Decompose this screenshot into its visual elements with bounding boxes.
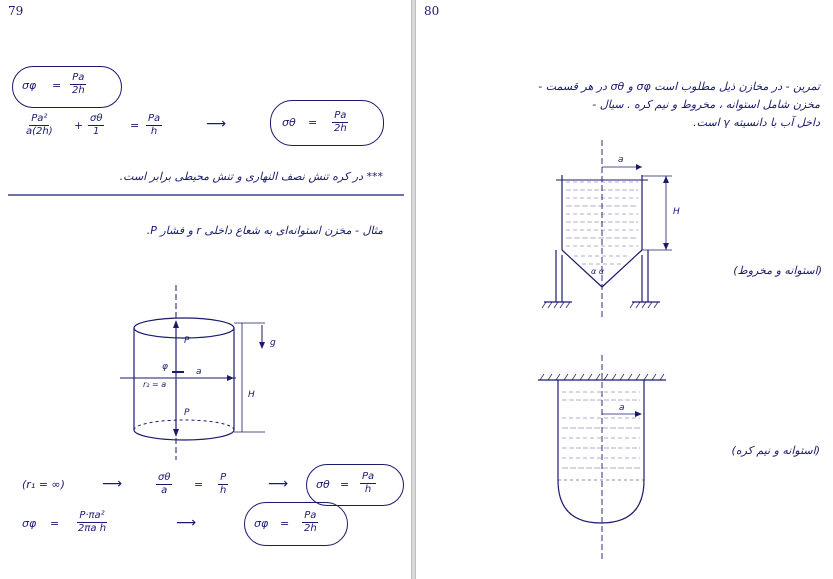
label-g: g [270, 338, 276, 348]
numerator: σθ [158, 472, 171, 483]
denominator: 1 [93, 126, 100, 137]
numerator: Pa [72, 72, 85, 83]
denominator: 2h [72, 85, 85, 96]
numerator: Pa [304, 510, 317, 521]
arrow: ⟶ [102, 476, 123, 492]
denominator: h [220, 485, 227, 496]
label-a: a [196, 367, 202, 377]
r1-infinity: (r₁ = ∞) [22, 478, 65, 491]
denominator: a(2h) [26, 126, 53, 137]
label-phi: φ [162, 362, 168, 372]
fig2-caption: (استوانه و نیم کره) [731, 444, 820, 457]
fig2-label-a: a [619, 403, 625, 413]
fig1-caption: (استوانه و مخروط) [733, 264, 822, 277]
label-r2: r₂ = a [143, 380, 167, 389]
arrow: ⟶ [268, 476, 289, 492]
denominator: a [161, 485, 168, 496]
equals: = [194, 478, 204, 491]
denominator: 2πa h [78, 523, 107, 534]
fig1-label-alpha: α α [591, 267, 605, 276]
arrow: ⟶ [176, 515, 197, 531]
equals: = [340, 478, 350, 491]
note-line: *** در کره تنش نصف النهاری و تنش محیطی برابر است. [119, 170, 383, 183]
fig1-label-h: H [673, 207, 680, 217]
fig1-label-a: a [618, 155, 624, 165]
numerator: Pa [148, 113, 161, 124]
equals: = [280, 517, 290, 530]
equals: = [130, 119, 140, 132]
right-drawings [416, 0, 833, 579]
numerator: Pa [362, 471, 375, 482]
label-p-bottom: P [184, 408, 190, 418]
right-page [415, 0, 833, 579]
label-h: H [248, 390, 255, 400]
fraction [156, 472, 172, 497]
fraction [218, 472, 228, 497]
numerator: Pa² [31, 113, 48, 124]
fraction [302, 510, 319, 535]
plus: + [74, 119, 84, 132]
label-p-top: P [184, 336, 190, 346]
sigma-phi: σφ [22, 517, 37, 530]
equals: = [52, 79, 62, 92]
equals: = [50, 517, 60, 530]
sigma-theta: σθ [282, 116, 296, 129]
denominator: h [364, 484, 372, 495]
fraction [360, 471, 376, 496]
sigma-phi: σφ [22, 79, 37, 92]
exercise-line-3: داخل آب با دانسیته γ است. [693, 116, 820, 129]
exercise-line-1: تمرین - در مخازن ذیل مطلوب است σφ و σθ در هر قسمت - [538, 80, 820, 93]
numerator: σθ [90, 113, 103, 124]
sigma-phi: σφ [254, 517, 269, 530]
equals: = [308, 116, 318, 129]
page-number: 80 [424, 4, 440, 18]
denominator: h [150, 126, 158, 137]
denominator: 2h [334, 123, 347, 134]
exercise-line-2: مخزن شامل استوانه ، مخروط و نیم کره . سیال - [592, 98, 820, 111]
left-page [0, 0, 412, 579]
numerator: P [220, 472, 227, 483]
sigma-theta: σθ [316, 478, 330, 491]
page-number: 79 [8, 4, 24, 18]
example-line: مثال - مخزن استوانه‌ای به شعاع داخلی r و فشار P. [146, 224, 383, 237]
numerator: P·πa² [79, 510, 105, 521]
fraction [76, 510, 108, 535]
numerator: Pa [334, 110, 347, 121]
arrow: ⟶ [206, 116, 227, 132]
denominator: 2h [304, 523, 317, 534]
